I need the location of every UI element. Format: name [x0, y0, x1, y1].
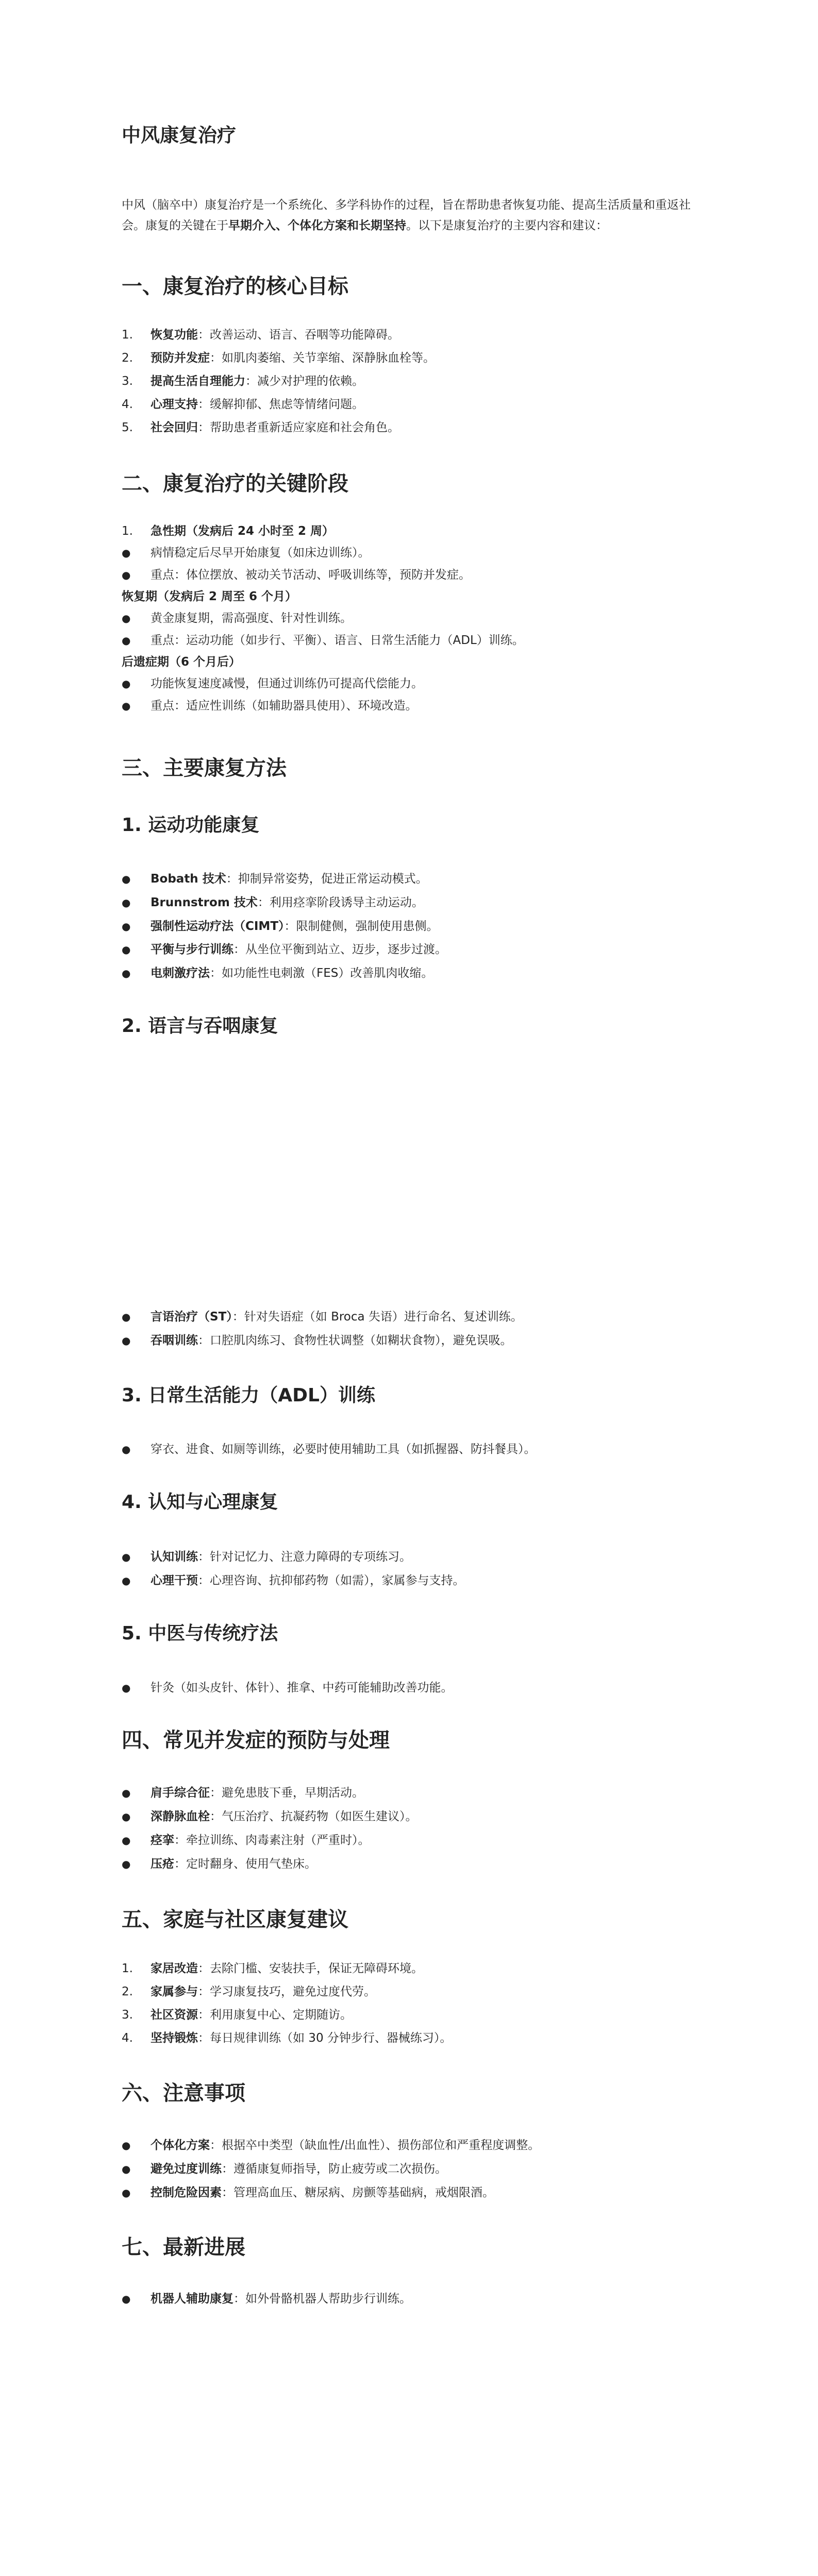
list-item	[122, 2030, 452, 2046]
subsection-heading-motor: 1. 运动功能康复	[122, 815, 260, 836]
list-item	[122, 1984, 376, 2000]
list-number: 4.	[122, 2031, 133, 2045]
item-text: 重点：适应性训练（如辅助器具使用）、环境改造。	[151, 699, 418, 713]
item-text: ：如肌肉萎缩、关节挛缩、深静脉血栓等。	[210, 351, 435, 365]
item-text: ：针对记忆力、注意力障碍的专项练习。	[198, 1550, 411, 1564]
intro-text: 中风（脑卒中）康复治疗是一个系统化、多学科协作的过程，旨在帮助患者恢复功能、提高生活质量和重返社会。康复的关键在于	[122, 198, 691, 232]
item-text: ：遵循康复师指导，防止疲劳或二次损伤。	[222, 2162, 447, 2176]
bullet-icon: ●	[122, 1551, 131, 1563]
list-item	[122, 1856, 316, 1872]
list-item	[122, 2184, 494, 2201]
bullet-icon: ●	[122, 1787, 131, 1799]
list-item	[122, 567, 471, 583]
subsection-heading-tcm: 5. 中医与传统疗法	[122, 1623, 278, 1644]
item-text: 重点：运动功能（如步行、平衡）、语言、日常生活能力（ADL）训练。	[151, 634, 524, 647]
bullet-icon: ●	[122, 569, 131, 581]
list-item	[122, 1309, 523, 1325]
item-text: ：缓解抑郁、焦虑等情绪问题。	[198, 398, 364, 411]
item-label: 预防并发症	[151, 351, 210, 365]
bullet-icon: ●	[122, 2293, 131, 2305]
item-text: ：针对失语症（如 Broca 失语）进行命名、复述训练。	[232, 1310, 523, 1324]
list-item	[122, 350, 435, 366]
list-number: 1.	[122, 328, 133, 342]
item-label: 坚持锻炼	[151, 2031, 198, 2045]
bullet-icon: ●	[122, 2139, 131, 2151]
item-label: 强制性运动疗法（CIMT）	[151, 920, 285, 933]
bullet-icon: ●	[122, 547, 131, 559]
list-number: 4.	[122, 398, 133, 411]
item-text: ：气压治疗、抗凝药物（如医生建议）。	[210, 1810, 418, 1823]
list-item	[122, 675, 423, 692]
list-item	[122, 2161, 447, 2177]
list-item	[122, 1832, 370, 1849]
section-heading-notes: 六、注意事项	[122, 2081, 245, 2105]
list-number: 1.	[122, 1962, 133, 1975]
list-item	[122, 698, 418, 714]
list-item	[122, 965, 433, 981]
list-item	[122, 2291, 411, 2307]
item-text: 功能恢复速度减慢，但通过训练仍可提高代偿能力。	[151, 677, 423, 690]
list-item	[122, 610, 352, 626]
list-item	[122, 871, 428, 887]
section-heading-home: 五、家庭与社区康复建议	[122, 1908, 348, 1931]
bullet-icon: ●	[122, 1574, 131, 1587]
list-item	[122, 1808, 418, 1825]
stage-label: 后遗症期（6 个月后）	[122, 655, 241, 669]
item-label: 吞咽训练	[151, 1334, 198, 1347]
section-heading-methods: 三、主要康复方法	[122, 756, 287, 780]
page-title: 中风康复治疗	[122, 124, 236, 146]
bullet-icon: ●	[122, 1858, 131, 1870]
list-item	[122, 2007, 352, 2023]
list-item	[122, 1549, 411, 1565]
bullet-icon: ●	[122, 677, 131, 690]
list-item	[122, 419, 399, 436]
list-item	[122, 1441, 536, 1458]
item-label: Bobath 技术	[151, 872, 226, 886]
item-label: 控制危险因素	[151, 2186, 222, 2199]
list-item	[122, 2137, 540, 2154]
list-number: 3.	[122, 2008, 133, 2022]
item-text: ：改善运动、语言、吞咽等功能障碍。	[198, 328, 399, 342]
item-label: 电刺激疗法	[151, 967, 210, 980]
item-text: ：管理高血压、糖尿病、房颤等基础病，戒烟限酒。	[222, 2186, 494, 2199]
intro-paragraph	[122, 195, 697, 236]
list-item	[122, 327, 399, 343]
item-label: 家属参与	[151, 1985, 198, 1998]
item-text: ：利用痉挛阶段诱导主动运动。	[257, 896, 424, 909]
item-text: ：定时翻身、使用气垫床。	[174, 1857, 316, 1871]
subsection-heading-cognitive: 4. 认知与心理康复	[122, 1492, 278, 1513]
item-label: 心理支持	[151, 398, 198, 411]
item-text: ：去除门槛、安装扶手，保证无障碍环境。	[198, 1962, 423, 1975]
item-text: ：帮助患者重新适应家庭和社会角色。	[198, 421, 399, 434]
item-text: 重点：体位摆放、被动关节活动、呼吸训练等，预防并发症。	[151, 568, 471, 582]
list-item	[122, 373, 364, 389]
item-label: 平衡与步行训练	[151, 943, 233, 956]
bullet-icon: ●	[122, 873, 131, 885]
item-text: ：利用康复中心、定期随访。	[198, 2008, 352, 2022]
item-label: 压疮	[151, 1857, 174, 1871]
item-text: 黄金康复期，需高强度、针对性训练。	[151, 612, 352, 625]
bullet-icon: ●	[122, 612, 131, 624]
item-label: 机器人辅助康复	[151, 2292, 233, 2306]
item-label: 心理干预	[151, 1574, 198, 1587]
item-label: 社会回归	[151, 421, 198, 434]
bullet-icon: ●	[122, 1834, 131, 1846]
list-item	[122, 1960, 423, 1977]
intro-emphasis: 早期介入、个体化方案和长期坚持	[228, 219, 406, 232]
subsection-heading-adl: 3. 日常生活能力（ADL）训练	[122, 1385, 375, 1406]
item-label: 认知训练	[151, 1550, 198, 1564]
item-text: ：限制健侧，强制使用患侧。	[284, 920, 439, 933]
item-label: Brunnstrom 技术	[151, 896, 258, 909]
list-item	[122, 1680, 453, 1696]
item-text: 病情稳定后尽早开始康复（如床边训练）。	[151, 546, 370, 560]
stage-label: 恢复期（发病后 2 周至 6 个月）	[122, 590, 297, 603]
bullet-icon: ●	[122, 896, 131, 909]
item-text: ：学习康复技巧，避免过度代劳。	[198, 1985, 376, 1998]
bullet-icon: ●	[122, 943, 131, 956]
list-number: 2.	[122, 1985, 133, 1998]
item-text: ：如功能性电刺激（FES）改善肌肉收缩。	[210, 967, 433, 980]
list-number: 5.	[122, 421, 133, 434]
item-text: ：每日规律训练（如 30 分钟步行、器械练习）。	[198, 2031, 452, 2045]
item-label: 个体化方案	[151, 2139, 210, 2152]
section-heading-progress: 七、最新进展	[122, 2235, 245, 2259]
item-label: 肩手综合征	[151, 1786, 210, 1800]
bullet-icon: ●	[122, 1311, 131, 1323]
bullet-icon: ●	[122, 2163, 131, 2175]
list-number: 3.	[122, 375, 133, 388]
item-label: 恢复功能	[151, 328, 198, 342]
list-item	[122, 632, 524, 649]
item-text: ：如外骨骼机器人帮助步行训练。	[233, 2292, 411, 2306]
list-item	[122, 918, 439, 935]
item-label: 急性期（发病后 24 小时至 2 周）	[151, 524, 335, 538]
list-item	[122, 545, 370, 561]
list-item	[122, 1572, 465, 1589]
bullet-icon: ●	[122, 1682, 131, 1694]
intro-text-end: 。以下是康复治疗的主要内容和建议：	[406, 219, 608, 232]
item-label: 言语治疗（ST）	[151, 1310, 232, 1324]
item-text: ：减少对护理的依赖。	[245, 375, 364, 388]
bullet-icon: ●	[122, 1810, 131, 1823]
subsection-heading-speech: 2. 语言与吞咽康复	[122, 1015, 278, 1037]
list-number: 2.	[122, 351, 133, 365]
item-text: ：口腔肌肉练习、食物性状调整（如糊状食物），避免误吸。	[198, 1334, 512, 1347]
list-item	[122, 894, 424, 911]
item-text: ：从坐位平衡到站立、迈步，逐步过渡。	[233, 943, 447, 956]
item-label: 深静脉血栓	[151, 1810, 210, 1823]
item-text: 针灸（如头皮针、体针）、推拿、中药可能辅助改善功能。	[151, 1681, 453, 1694]
list-number: 1.	[122, 524, 133, 538]
section-heading-stages: 二、康复治疗的关键阶段	[122, 472, 348, 496]
item-label: 家居改造	[151, 1962, 198, 1975]
list-item	[122, 523, 334, 539]
item-text: ：牵拉训练、肉毒素注射（严重时）。	[174, 1834, 370, 1847]
bullet-icon: ●	[122, 634, 131, 647]
list-item	[122, 941, 447, 958]
bullet-icon: ●	[122, 1443, 131, 1455]
list-item	[122, 1332, 512, 1349]
bullet-icon: ●	[122, 700, 131, 712]
section-heading-goals: 一、康复治疗的核心目标	[122, 275, 348, 298]
bullet-icon: ●	[122, 1334, 131, 1347]
item-label: 避免过度训练	[151, 2162, 222, 2176]
item-label: 痉挛	[151, 1834, 174, 1847]
bullet-icon: ●	[122, 920, 131, 933]
list-item	[122, 1785, 364, 1801]
bullet-icon: ●	[122, 967, 131, 979]
section-heading-complications: 四、常见并发症的预防与处理	[122, 1728, 390, 1752]
item-text: ：抑制异常姿势，促进正常运动模式。	[226, 872, 428, 886]
item-text: 穿衣、进食、如厕等训练，必要时使用辅助工具（如抓握器、防抖餐具）。	[151, 1443, 536, 1456]
bullet-icon: ●	[122, 2187, 131, 2199]
item-label: 提高生活自理能力	[151, 375, 245, 388]
item-text: ：根据卒中类型（缺血性/出血性）、损伤部位和严重程度调整。	[210, 2139, 540, 2152]
list-item	[122, 396, 364, 413]
item-label: 社区资源	[151, 2008, 198, 2022]
item-text: ：心理咨询、抗抑郁药物（如需），家属参与支持。	[198, 1574, 465, 1587]
item-text: ：避免患肢下垂，早期活动。	[210, 1786, 364, 1800]
